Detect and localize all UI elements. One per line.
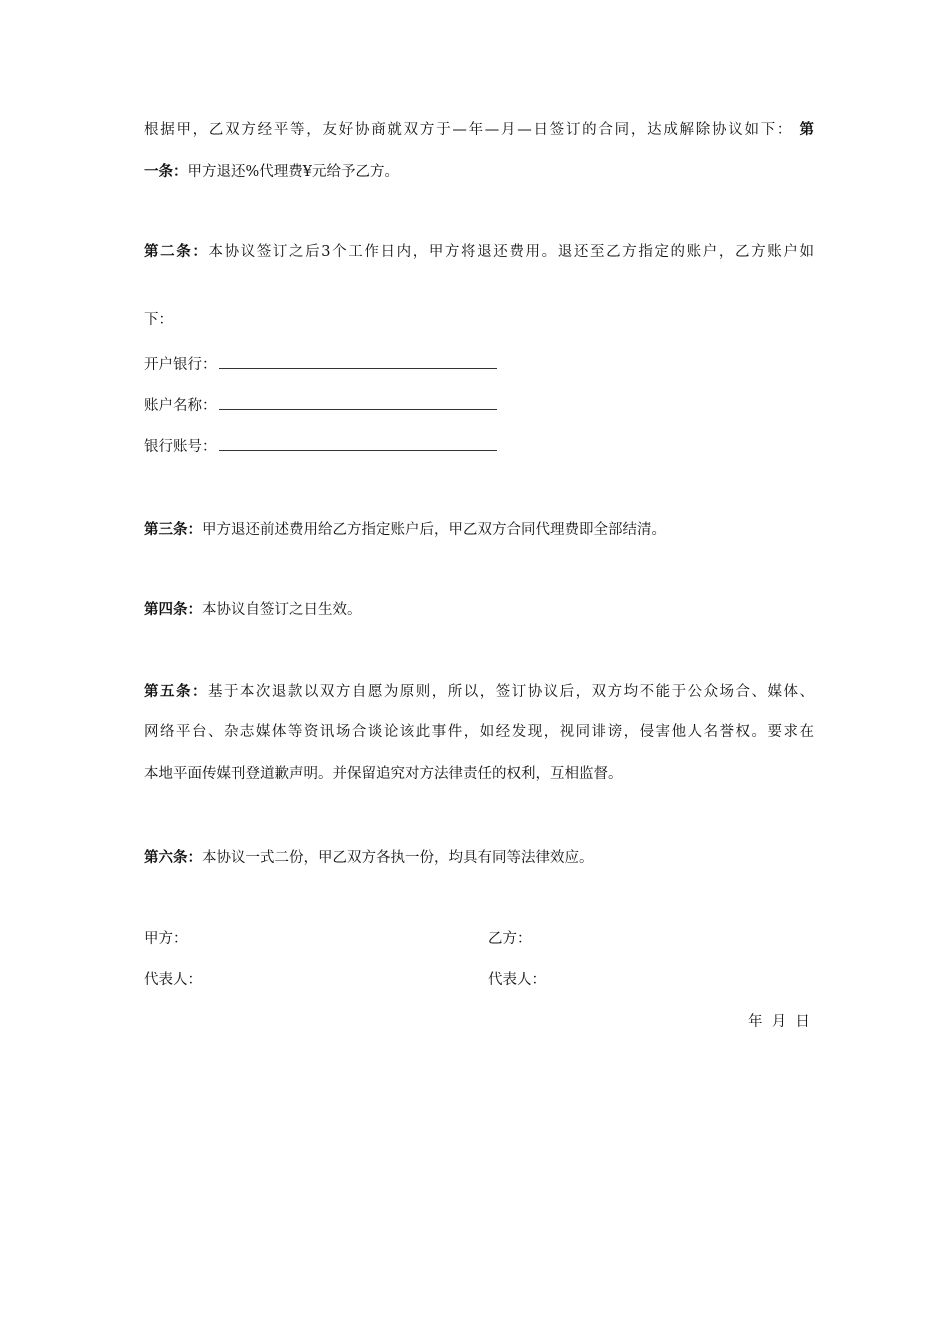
- bank-field: [144, 354, 497, 376]
- article5-line3: 本地平面传媒刊登道歉声明。并保留追究对方法律责任的权利，互相监督。: [144, 766, 623, 782]
- article2-line2: 下：: [144, 312, 173, 328]
- article4-text: 本协议自签订之日生效。: [202, 602, 362, 618]
- article1-label-part2: 一条：: [144, 163, 188, 180]
- bank-blank-line[interactable]: [219, 354, 497, 369]
- article4-label: 第四条：: [144, 601, 202, 618]
- article6: [144, 846, 814, 870]
- intro-paragraph-line1: [144, 118, 814, 142]
- article5-line1: [144, 680, 814, 704]
- article1-label-part1: 第: [799, 121, 815, 138]
- party-a-representative-label: 代表人：: [144, 972, 202, 988]
- article5-text-line1: 基于本次退款以双方自愿为原则，所以，签订协议后，双方均不能于公众场合、媒体、: [207, 684, 814, 700]
- article5-label: 第五条：: [144, 683, 208, 700]
- bank-label: 开户银行：: [144, 357, 217, 373]
- account-name-label: 账户名称：: [144, 398, 217, 414]
- party-b-label: 乙方：: [488, 931, 532, 947]
- account-number-label: 银行账号：: [144, 439, 217, 455]
- signing-date: 年 月 日: [748, 1014, 810, 1030]
- account-number-blank-line[interactable]: [219, 436, 497, 451]
- article2-label: 第二条：: [144, 243, 209, 260]
- intro-text: 根据甲，乙双方经平等，友好协商就双方于—年—月—日签订的合同，达成解除协议如下：: [144, 122, 794, 138]
- party-b-representative-label: 代表人：: [488, 972, 546, 988]
- account-name-blank-line[interactable]: [219, 395, 497, 410]
- party-a-label: 甲方：: [144, 931, 188, 947]
- article4: [144, 598, 814, 622]
- account-number-field: [144, 436, 497, 458]
- article2-line1: [144, 240, 814, 264]
- article6-label: 第六条：: [144, 849, 202, 866]
- article5-line2: 网络平台、杂志媒体等资讯场合谈论该此事件，如经发现，视同诽谤，侵害他人名誉权。要求在: [144, 724, 814, 740]
- article3-text: 甲方退还前述费用给乙方指定账户后，甲乙双方合同代理费即全部结清。: [202, 522, 666, 538]
- article3: [144, 518, 814, 542]
- article1: [144, 160, 814, 184]
- article1-text: 甲方退还%代理费¥元给予乙方。: [187, 164, 400, 180]
- article2-text-line1: 本协议签订之后3个工作日内，甲方将退还费用。退还至乙方指定的账户，乙方账户如: [208, 244, 814, 260]
- article3-label: 第三条：: [144, 521, 202, 538]
- account-name-field: [144, 395, 497, 417]
- article6-text: 本协议一式二份，甲乙双方各执一份，均具有同等法律效应。: [202, 850, 594, 866]
